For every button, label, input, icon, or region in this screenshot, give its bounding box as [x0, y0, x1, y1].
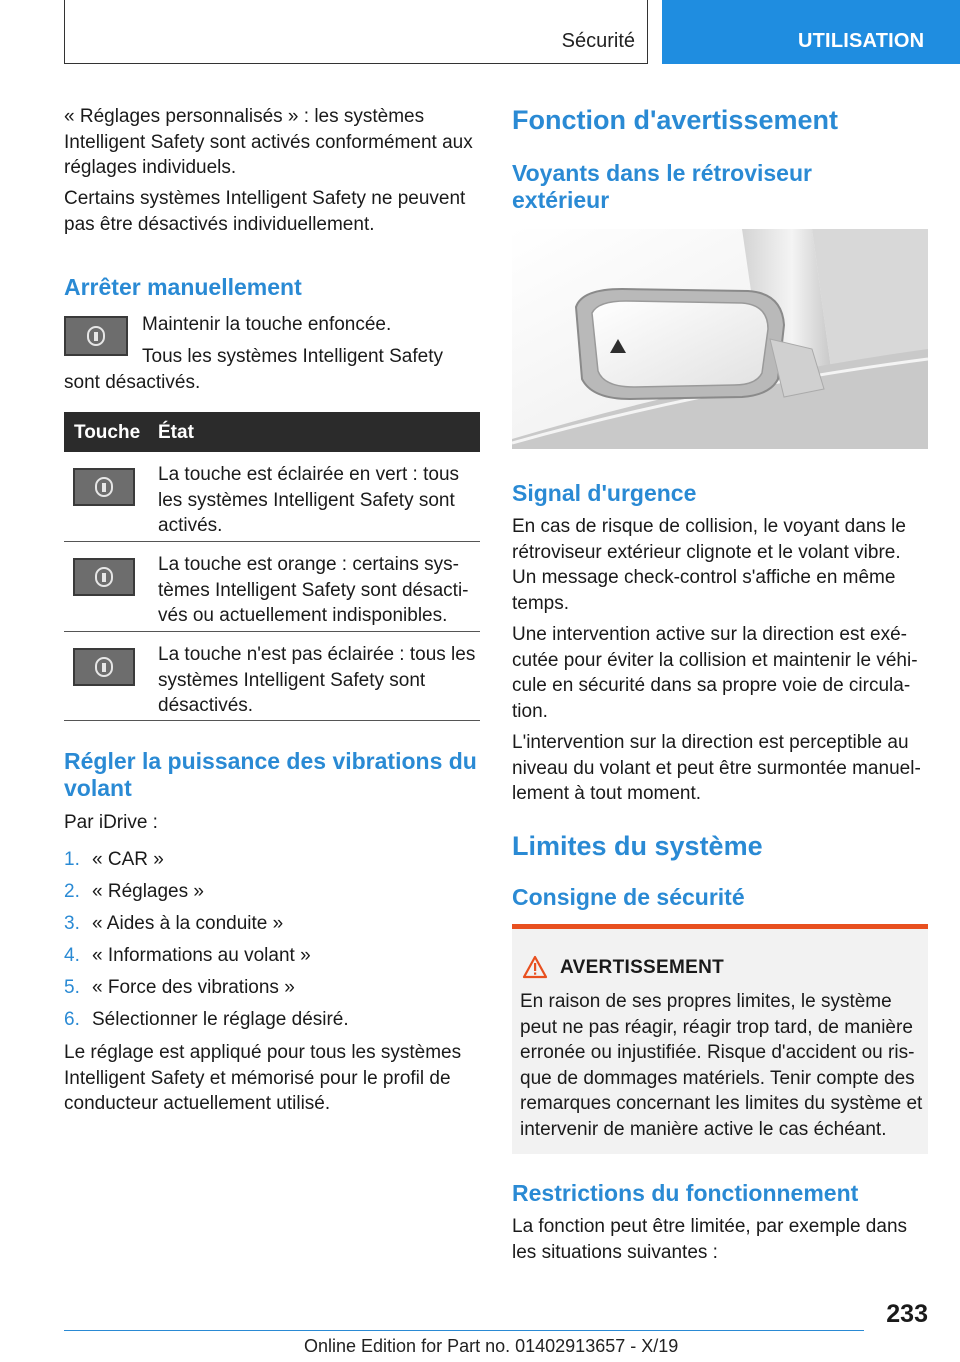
list-item: 5. « Force des vibrations »	[64, 977, 295, 998]
warning-title: AVERTISSEMENT	[560, 957, 725, 978]
header-chapter-title: UTILISATION	[798, 30, 925, 52]
emergency-heading: Signal d'urgence	[512, 480, 697, 506]
table-header-key: Touche	[74, 422, 141, 443]
footer-divider	[64, 1330, 864, 1331]
list-item: 1. « CAR »	[64, 849, 164, 870]
header-section-title: Sécurité	[561, 30, 635, 52]
list-item: 3. « Aides à la conduite »	[64, 913, 284, 934]
restrictions-heading: Restrictions du fonctionnement	[512, 1180, 859, 1206]
table-row	[64, 542, 480, 632]
manual-result-line-1: Tous les systèmes Intelligent Safety	[142, 346, 443, 367]
steps-list	[64, 844, 480, 1036]
table-header-state: État	[158, 422, 194, 443]
warning-box	[512, 924, 928, 1154]
list-item: 6. Sélectionner le réglage désiré.	[64, 1009, 349, 1030]
intro-paragraph-1: « Réglages personnalisés » : les systèmes Intelligent Safety sont activés conformément aux réglages individuels.	[64, 106, 473, 178]
outro-paragraph: Le réglage est appliqué pour tous les systèmes Intelligent Safety et mémorisé pour le profil de conducteur actuellement utilisé.	[64, 1042, 462, 1114]
key-state-table	[64, 412, 480, 721]
manual-result-line-2: sont désactivés.	[64, 372, 201, 393]
header-chapter-tab	[662, 0, 960, 64]
mirror-lights-heading: Voyants dans le rétroviseur extérieur	[512, 160, 812, 213]
intelligent-safety-key-icon	[73, 648, 135, 686]
list-item: 4. « Informations au volant »	[64, 945, 311, 966]
table-row	[64, 632, 480, 721]
mirror-illustration	[512, 229, 928, 449]
manual-instruction: Maintenir la touche enfoncée.	[142, 314, 392, 335]
list-item: 2. « Réglages »	[64, 881, 204, 902]
warning-function-heading: Fonction d'avertissement	[512, 105, 838, 135]
table-row-text: La touche est éclairée en vert : tous les systèmes Intelligent Safety sont activés.	[158, 464, 460, 536]
table-row-text: La touche n'est pas éclairée : tous les systèmes Intelligent Safety sont désactivés.	[158, 644, 476, 716]
table-row	[64, 452, 480, 542]
page-number: 233	[886, 1300, 928, 1328]
table-header	[64, 412, 480, 452]
header-section-box	[64, 0, 648, 64]
emergency-paragraph-2: Une intervention active sur la direction est exécutée pour éviter la collision et maintenir le véhicule en sécurité dans sa propre voie de circulation.	[512, 624, 918, 722]
emergency-paragraph-3: L'intervention sur la direction est perceptible au niveau du volant et peut être surmontée manuellement à tout moment.	[512, 732, 921, 804]
footer-edition: Online Edition for Part no. 01402913657 - X/19	[304, 1336, 679, 1356]
warning-body: En raison de ses propres limites, le système peut ne pas réagir, réagir trop tard, de manière erronée ou injustifiée. Risque d'accident ou risque de dommages matériels. Tenir compte des remarques concernant les limites du système et intervenir de manière active le cas échéant.	[520, 991, 923, 1140]
intelligent-safety-key-icon	[64, 316, 128, 356]
table-row-text: La touche est orange : certains systèmes Intelligent Safety sont désactivés ou actuellement indisponibles.	[158, 554, 469, 626]
manual-heading: Arrêter manuellement	[64, 274, 302, 300]
vibration-heading: Régler la puissance des vibrations du volant	[64, 748, 477, 801]
intelligent-safety-key-icon	[73, 558, 135, 596]
restrictions-paragraph: La fonction peut être limitée, par exemple dans les situations suivantes :	[512, 1216, 908, 1263]
warning-triangle-icon	[522, 955, 548, 979]
safety-notice-heading: Consigne de sécurité	[512, 884, 745, 910]
limits-heading: Limites du système	[512, 831, 763, 861]
intelligent-safety-key-icon	[73, 468, 135, 506]
via-idrive: Par iDrive :	[64, 812, 158, 833]
emergency-paragraph-1: En cas de risque de collision, le voyant dans le rétroviseur extérieur clignote et le volant vibre. Un message check-control s'affiche en même temps.	[512, 516, 906, 614]
intro-paragraph-2: Certains systèmes Intelligent Safety ne peuvent pas être désactivés individuellement.	[64, 188, 466, 235]
